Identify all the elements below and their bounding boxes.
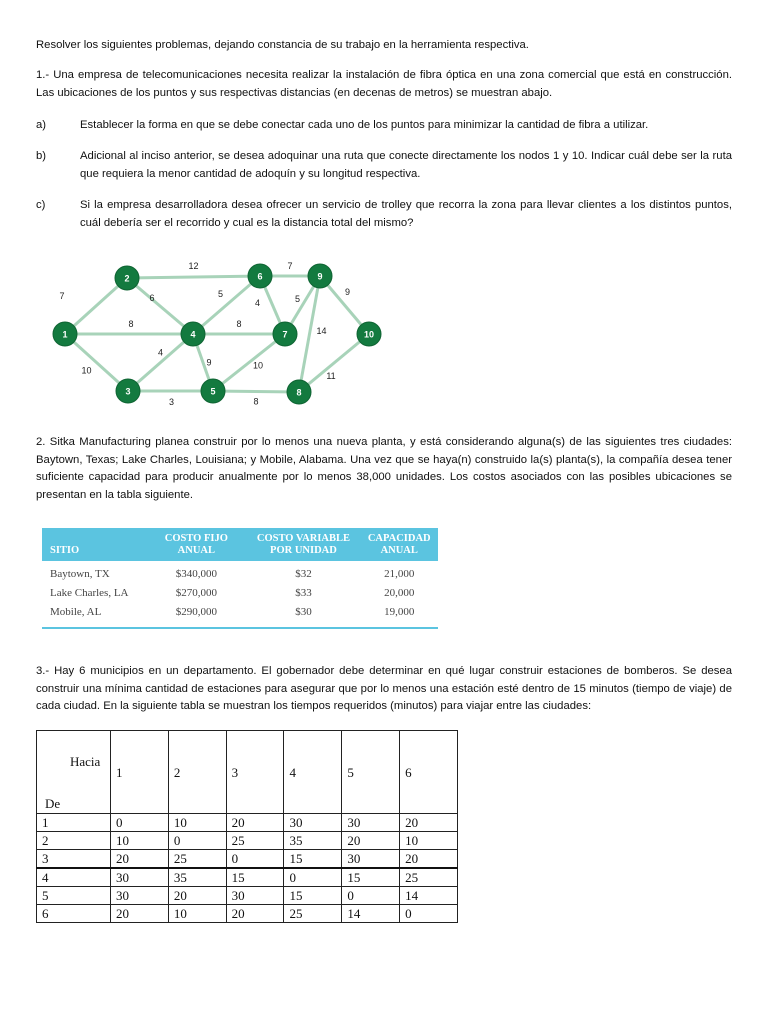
edge-weight-label: 9 — [206, 357, 212, 368]
table-row — [37, 905, 458, 923]
cell: 0 — [284, 868, 342, 887]
cell: 20 — [226, 905, 284, 923]
cell: Baytown, TX — [50, 568, 110, 580]
node-label: 7 — [282, 329, 288, 340]
edge-weight-label: 11 — [326, 371, 336, 381]
cell: 20,000 — [384, 587, 415, 599]
item-label: b) — [36, 150, 47, 162]
table-row — [37, 832, 458, 850]
table-header-row — [37, 731, 458, 814]
row-header: 3 — [37, 850, 111, 869]
edge-weight-label: 5 — [217, 289, 224, 299]
edge-weight-label: 7 — [59, 291, 65, 301]
graph-node-5 — [201, 379, 225, 403]
row-header: 2 — [37, 832, 111, 850]
edge-2-4 — [127, 278, 193, 334]
edge-2-6 — [127, 276, 260, 278]
edge-weight-label: 8 — [128, 319, 134, 329]
table-row — [37, 887, 458, 905]
cell: 0 — [226, 850, 284, 869]
column-header: 6 — [400, 731, 458, 814]
edge-1-3 — [65, 334, 128, 391]
problem-3-statement: 3.- Hay 6 municipios en un departamento. El gobernador debe determinar en qué lugar construir estaciones de bomberos. Se desea construir una mínima cantidad de estaciones para asegurar que por lo menos una estación esté dentro de 15 minutos (tiempo de viaje) de cada ciudad. En la siguiente tabla se muestran los tiempos requeridos (minutos) para viajar entre las ciudades: — [36, 665, 732, 712]
cell: 15 — [284, 850, 342, 869]
header-costo-fijo: COSTO FIJO ANUAL — [146, 528, 246, 561]
location-cost-table — [42, 528, 438, 629]
table-row — [42, 561, 438, 584]
node-label: 10 — [363, 329, 375, 340]
graph-node-3 — [116, 379, 140, 403]
graph-node-9 — [308, 264, 332, 288]
item-text: Establecer la forma en que se debe conectar cada uno de los puntos para minimizar la cantidad de fibra a utilizar. — [80, 119, 649, 131]
cell: 10 — [400, 832, 458, 850]
cell: 20 — [168, 887, 226, 905]
graph-node-6 — [248, 264, 272, 288]
edge-1-2 — [65, 278, 127, 334]
item-label: c) — [36, 199, 46, 211]
item-text: Si la empresa desarrolladora desea ofrecer un servicio de trolley que recorra la zona para llevar clientes a los distintos puntos, cuál debería ser el recorrido y cual es la distancia total del mismo? — [80, 199, 732, 229]
edge-5-8 — [213, 391, 299, 392]
edge-8-10 — [299, 334, 369, 392]
row-header: 4 — [37, 868, 111, 887]
edge-weight-label: 8 — [236, 319, 242, 329]
cell: 0 — [400, 905, 458, 923]
node-label: 4 — [190, 329, 196, 340]
node-label: 3 — [125, 386, 131, 397]
cell: 30 — [226, 887, 284, 905]
cell: 25 — [168, 850, 226, 869]
row-header: 5 — [37, 887, 111, 905]
table-row — [37, 868, 458, 887]
network-graph — [40, 256, 400, 408]
edge-weight-label: 8 — [253, 396, 259, 407]
cell: 35 — [168, 868, 226, 887]
graph-node-8 — [287, 380, 311, 404]
cell: 20 — [342, 832, 400, 850]
cell: 20 — [111, 905, 169, 923]
cell: 20 — [400, 814, 458, 832]
cell: $290,000 — [146, 603, 246, 628]
header-capacidad: CAPACIDAD ANUAL — [360, 528, 438, 561]
column-header: 4 — [284, 731, 342, 814]
cell: Mobile, AL — [42, 603, 146, 628]
cell: 35 — [284, 832, 342, 850]
problem-2-statement: 2. Sitka Manufacturing planea construir por lo menos una nueva planta, y está considerando alguna(s) de las siguientes tres ciudades: Baytown, Texas; Lake Charles, Louisiana; y Mobile, Alabama. Una vez que se haya(n) construido la(s) planta(s), la compañía desea tener suficiente capacidad para producir anualmente por lo menos 38,000 unidades. Los costos asociados con las posibles ubicaciones se presentan en la tabla siguiente. — [36, 436, 732, 501]
edge-4-6 — [193, 276, 260, 334]
problem-1-statement: 1.- Una empresa de telecomunicaciones necesita realizar la instalación de fibra óptica en una zona comercial que está en construcción. Las ubicaciones de los puntos y sus respectivas distancias (en decenas de metros) se muestran abajo. — [36, 69, 732, 99]
cell: $32 — [295, 568, 312, 580]
cell: $33 — [295, 587, 312, 599]
column-header: 2 — [168, 731, 226, 814]
column-header: 3 — [226, 731, 284, 814]
table-header-row — [42, 528, 438, 561]
item-text: Adicional al inciso anterior, se desea adoquinar una ruta que conecte directamente los nodos 1 y 10. Indicar cuál debe ser la ruta que requiera la menor cantidad de adoquín y su longitud respectiva. — [80, 150, 732, 180]
cell: 15 — [284, 887, 342, 905]
table-row — [42, 584, 438, 603]
cell: 25 — [400, 868, 458, 887]
graph-node-7 — [273, 322, 297, 346]
header-sitio: SITIO — [42, 528, 146, 561]
cell: 10 — [168, 814, 226, 832]
node-label: 1 — [62, 329, 68, 340]
node-label: 9 — [317, 271, 323, 282]
cell: 0 — [342, 887, 400, 905]
corner-cell — [37, 731, 111, 814]
edge-weight-label: 14 — [316, 326, 327, 336]
row-header: 1 — [37, 814, 111, 832]
column-header: 1 — [111, 731, 169, 814]
cell: $340,000 — [175, 568, 217, 580]
cell: 30 — [111, 887, 169, 905]
node-label: 2 — [124, 273, 130, 284]
graph-node-1 — [53, 322, 77, 346]
cell: 19,000 — [360, 603, 438, 628]
edge-3-4 — [128, 334, 193, 391]
graph-node-4 — [181, 322, 205, 346]
cell: 0 — [111, 814, 169, 832]
edge-weight-label: 4 — [157, 347, 164, 358]
column-header: 5 — [342, 731, 400, 814]
cell: 20 — [226, 814, 284, 832]
edge-weight-label: 3 — [168, 397, 175, 407]
edge-5-7 — [213, 334, 285, 391]
node-label: 8 — [296, 387, 302, 398]
cell: 20 — [400, 850, 458, 869]
cell: $30 — [246, 603, 360, 628]
cell: Lake Charles, LA — [50, 587, 129, 599]
cell: 15 — [342, 868, 400, 887]
cell: $270,000 — [175, 587, 217, 599]
cell: 30 — [284, 814, 342, 832]
from-label: De — [45, 796, 61, 811]
to-label: Hacia — [70, 754, 101, 769]
cell: 10 — [168, 905, 226, 923]
table-row — [37, 850, 458, 869]
intro-text: Resolver los siguientes problemas, dejando constancia de su trabajo en la herramienta respectiva. — [36, 39, 529, 51]
cell: 20 — [111, 850, 169, 869]
edge-weight-label: 12 — [188, 261, 199, 271]
edge-weight-label: 4 — [254, 298, 261, 308]
edge-weight-label: 7 — [287, 261, 293, 271]
cell: 30 — [342, 814, 400, 832]
node-label: 6 — [257, 271, 263, 282]
edge-weight-label: 5 — [294, 294, 301, 304]
edge-weight-label: 10 — [81, 365, 92, 376]
graph-node-10 — [357, 322, 381, 346]
table-row — [42, 603, 438, 628]
cell: 25 — [226, 832, 284, 850]
edge-weight-label: 6 — [149, 293, 155, 303]
item-label: a) — [36, 119, 47, 131]
cell: 30 — [111, 868, 169, 887]
graph-node-2 — [115, 266, 139, 290]
cell: 25 — [284, 905, 342, 923]
cell: 21,000 — [384, 568, 415, 580]
header-costo-variable: COSTO VARIABLE POR UNIDAD — [246, 528, 360, 561]
node-label: 5 — [210, 386, 216, 397]
edge-weight-label: 10 — [252, 360, 264, 371]
cell: 0 — [168, 832, 226, 850]
cell: 14 — [400, 887, 458, 905]
cell: 14 — [342, 905, 400, 923]
travel-time-table — [36, 730, 458, 923]
table-row — [37, 814, 458, 832]
edge-weight-label: 9 — [344, 287, 351, 297]
cell: 30 — [342, 850, 400, 869]
row-header: 6 — [37, 905, 111, 923]
cell: 10 — [111, 832, 169, 850]
cell: 15 — [226, 868, 284, 887]
